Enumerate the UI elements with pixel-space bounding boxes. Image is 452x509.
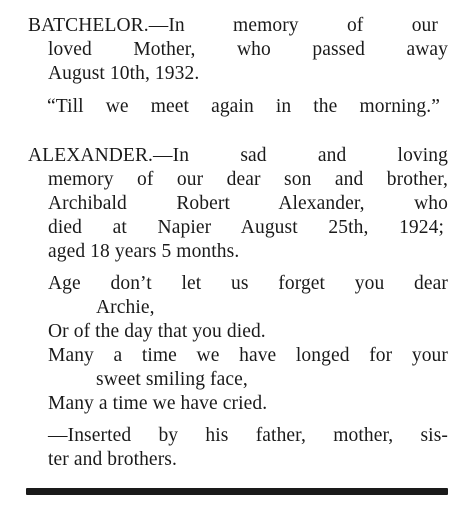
notice-text-line: died at Napier August 25th, 1924; <box>48 217 444 238</box>
verse-line: Archie, <box>96 297 155 318</box>
notice-heading-line: BATCHELOR.—In memory of our <box>28 15 438 36</box>
bottom-divider-rule <box>26 488 448 495</box>
verse-line: “Till we meet again in the morning.” <box>47 96 440 117</box>
notice-text-line: aged 18 years 5 months. <box>48 241 240 262</box>
verse-line: Or of the day that you died. <box>48 321 266 342</box>
notice-text-line: loved Mother, who passed away <box>48 39 448 60</box>
notice-text-line: Archibald Robert Alexander, who <box>48 193 448 214</box>
notice-heading-line: ALEXANDER.—In sad and loving <box>28 145 448 166</box>
verse-line: Many a time we have longed for your <box>48 345 448 366</box>
notice-text-line: memory of our dear son and brother, <box>48 169 448 190</box>
inserted-by-line: ter and brothers. <box>48 449 177 470</box>
verse-line: Many a time we have cried. <box>48 393 268 414</box>
notice-text-line: August 10th, 1932. <box>48 63 200 84</box>
verse-line: Age don’t let us forget you dear <box>48 273 448 294</box>
inserted-by-line: —Inserted by his father, mother, sis- <box>48 425 448 446</box>
verse-line: sweet smiling face, <box>96 369 248 390</box>
